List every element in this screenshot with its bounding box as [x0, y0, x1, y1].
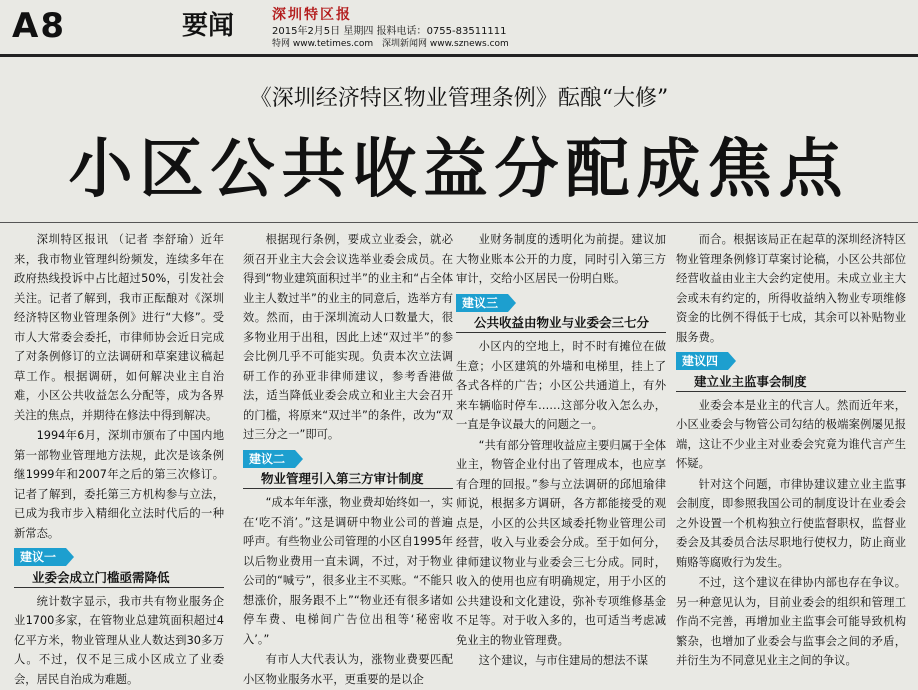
paragraph: 1994年6月，深圳市颁布了中国内地第一部物业管理地方法规，此次是该条例继1999年和2007年之后的第三次修订。记者了解到，委托第三方机构参与立法，已成为我市步入精细化立法时代后的一种新常态。 [14, 429, 224, 540]
paragraph: 根据现行条例，要成立业委会，就必须召开业主大会会议选举业委会成员。在得到“物业建筑面积过半”的业主和“占全体业主人数过半”的业主的同意后，选举方有效。然而，由于深圳流动人口数量大，很多物业用于出租，因此上述“双过半”的参会比例几乎不可能实现。负责本次立法调研工作的孙亚非律师建议，参考香港做法，适当降低业委会成立和业主大会召开的门槛，将原来“双过半”的条件，改为“双过三分之一”即可。 [243, 233, 453, 441]
section-title: 建立业主监事会制度 [676, 372, 906, 392]
section-heading-3 [456, 294, 666, 334]
issue-date: 2015年2月5日 [272, 26, 341, 37]
paragraph: 深圳特区报讯 （记者 李舒瑜）近年来，我市物业管理纠纷频发，连续多年在政府热线投诉中占比超过50%，引发社会关注。记者了解到，我市正酝酿对《深圳经济特区物业管理条例》进行“大修”。受市人大常委会委托，市律师协会近日完成了对条例修订的立法调研和草案建议稿起草工作。根据调研，如何解决业主自治难，小区公共收益怎么分配等，成为各界关注的焦点，并期待在修法中得到解决。 [14, 233, 224, 422]
section-tag: 建议二 [243, 450, 295, 468]
section-tag: 建议三 [456, 294, 508, 312]
paragraph: 业委会本是业主的代言人。然而近年来，小区业委会与物管公司勾结的极端案例屡见报端，这让不少业主对业委会究竟为谁代言产生怀疑。 [676, 398, 906, 470]
paragraph: “成本年年涨，物业费却始终如一，实在‘吃不消’。”这是调研中物业公司的普遍呼声。有些物业公司管理的小区自1995年以后物业费用一直未调，不过，对于物业公司的“喊亏”，很多业主不买账。“不能只想涨价，服务跟不上”“物业还有很多诸如停车费、电梯间广告位出租等‘秘密收入’。” [243, 496, 453, 646]
section-title: 公共收益由物业与业委会三七分 [456, 313, 666, 333]
dateline [272, 25, 507, 38]
article-column-4 [676, 230, 906, 672]
website-link-1[interactable]: 特网 www.tetimes.com [272, 39, 374, 49]
paragraph: “共有部分管理收益应主要归属于全体业主，物管企业付出了管理成本，也应享有合理的回报。”参与立法调研的邱旭瑜律师说，根据多方调研，各方都能接受的观点是，小区的公共区域委托物业管理公司经营，收入与业委会分成。至于如何分，律师建议物业与业委会三七分成。同时，收入的使用也应有明确规定，用于小区的公共建设和文化建设，弥补专项维修基金不足等。对于收入多的，也可适当考虑减免业主的物业管理费。 [456, 438, 666, 647]
issue-weekday: 星期四 [343, 26, 374, 37]
hotline-number: 0755-83511111 [426, 26, 507, 37]
article-column-3 [456, 230, 666, 672]
section-title: 业委会成立门槛亟需降低 [14, 568, 224, 588]
section-tag: 建议四 [676, 352, 728, 370]
section-heading-1 [14, 548, 224, 588]
paragraph: 不过，这个建议在律协内部也存在争议。另一种意见认为，目前业委会的组织和管理工作尚不完善，再增加业主监事会可能导致机构繁杂，也增加了业委会与监事会之间的矛盾，并衍生为不同意见业主之间的争议。 [676, 576, 906, 667]
article-headline: 小区公共收益分配成焦点 [68, 133, 850, 207]
article-subtitle: 《深圳经济特区物业管理条例》酝酿“大修” [249, 86, 669, 111]
section-heading-2 [243, 450, 453, 490]
paragraph: 业财务制度的透明化为前提。建议加大物业账本公开的力度，同时引入第三方审计，交给小区居民一份明白账。 [456, 233, 666, 285]
paragraph: 这个建议，与市住建局的想法不谋 [478, 654, 649, 667]
masthead-divider [0, 54, 918, 57]
paragraph: 针对这个问题，市律协建议建立业主监事会制度，即参照我国公司的制度设计在业委会之外设置一个机构独立行使监督职权，监督业委会及其委员合法尽职地行使权力，防止商业贿赂等腐败行为发生。 [676, 477, 906, 569]
section-tag: 建议一 [14, 548, 66, 566]
hotline-label: 报料电话： [376, 26, 427, 37]
headline-divider [0, 222, 918, 223]
article-column-1 [14, 230, 224, 690]
section-title: 物业管理引入第三方审计制度 [243, 469, 453, 489]
article-column-2 [243, 230, 453, 690]
paper-logo: 深圳特区报 [272, 7, 352, 23]
paragraph: 小区内的空地上，时不时有摊位在做生意；小区建筑的外墙和电梯里，挂上了各式各样的广告；小区公共通道上，有外来车辆临时停车……这部分收入怎么办，一直是争议最大的问题之一。 [456, 340, 666, 431]
paragraph: 有市人大代表认为，涨物业费要匹配小区物业服务水平，更重要的是以企 [243, 653, 453, 686]
section-heading-4 [676, 352, 906, 392]
paragraph: 统计数字显示，我市共有物业服务企业1700多家，在管物业总建筑面积超过4亿平方米，物业管理从业人数达到30多万人。不过，仅不足三成小区成立了业委会，居民自治成为难题。 [14, 594, 224, 686]
page-number: A8 [12, 6, 66, 46]
masthead [0, 0, 918, 52]
paragraph: 而合。根据该局正在起草的深圳经济特区物业管理条例修订草案讨论稿，小区公共部位经营收益由业主大会约定使用。未成立业主大会或未有约定的，所得收益纳入物业专项维修资金的比例不得低于七成，其余可以补贴物业服务费。 [676, 233, 906, 344]
website-link-2[interactable]: 深圳新闻网 www.sznews.com [382, 39, 509, 49]
section-name: 要闻 [182, 11, 235, 41]
website-line [272, 38, 515, 50]
